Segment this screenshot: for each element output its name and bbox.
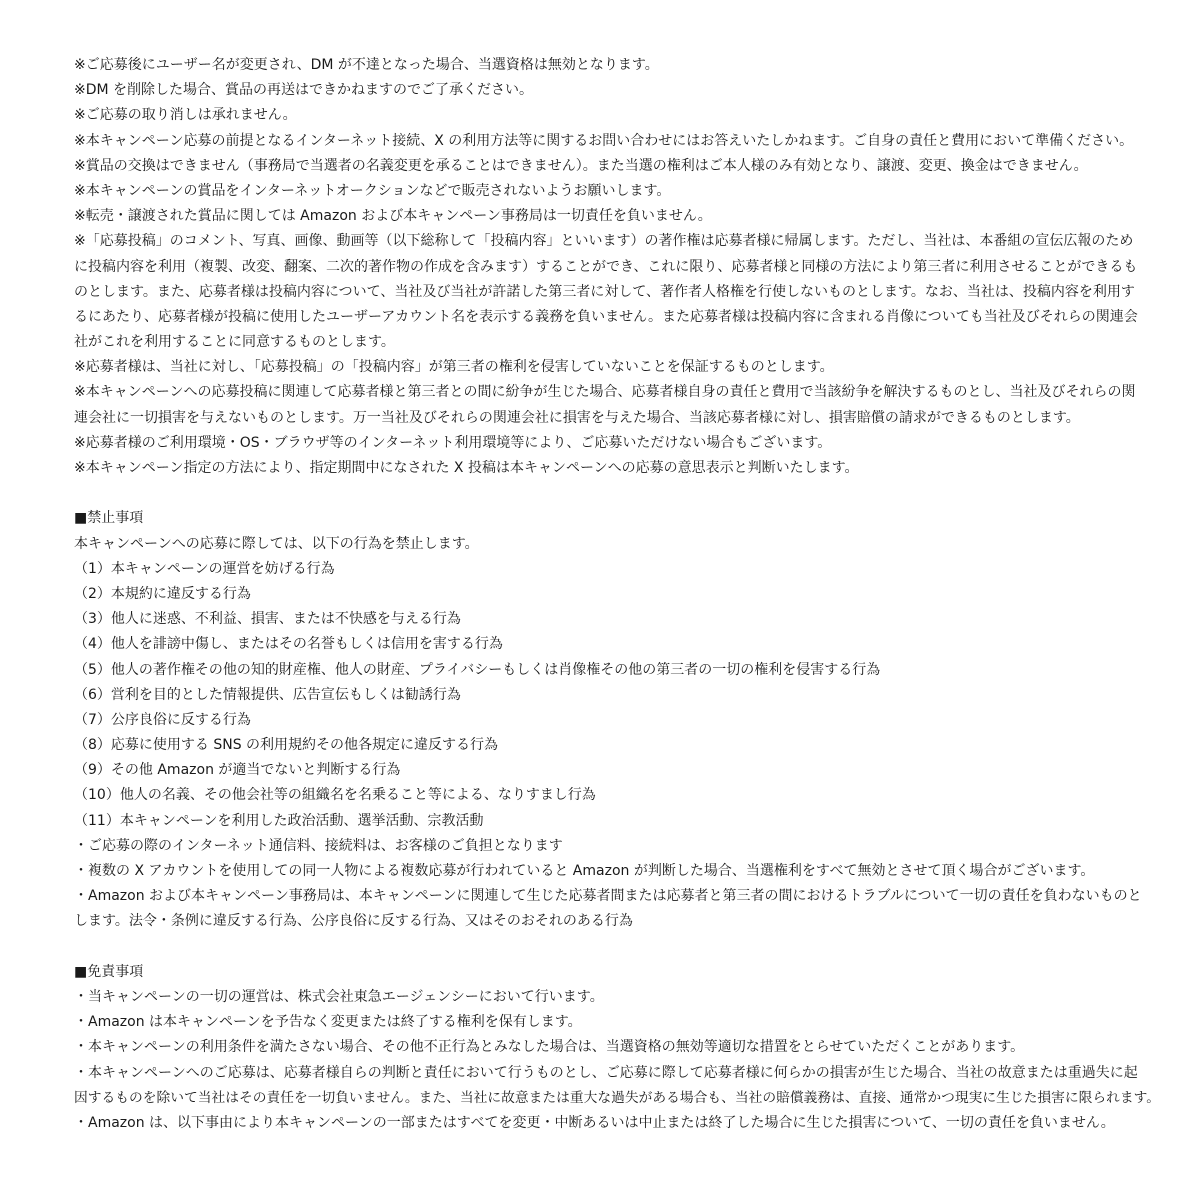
note-line: ※本キャンペーン指定の方法により、指定期間中になされた X 投稿は本キャンペーンへの応募の意思表示と判断いたします。 bbox=[74, 460, 859, 476]
note-line: ※「応募投稿」のコメント、写真、画像、動画等（以下総称して「投稿内容」といいます）の著作権は応募者様に帰属します。ただし、当社は、本番組の宣伝広報のため bbox=[74, 233, 1134, 250]
section-spacer bbox=[74, 935, 1166, 960]
note-line: ※応募者様のご利用環境・OS・ブラウザ等のインターネット利用環境等により、ご応募いただけない場合もございます。 bbox=[74, 434, 832, 451]
disclaimer-line: ・本キャンペーンの利用条件を満たさない場合、その他不正行為とみなした場合は、当選資格の無効等適切な措置をとらせていただくことがあります。 bbox=[74, 1039, 1025, 1056]
disclaimer-line: ・Amazon は、以下事由により本キャンペーンの一部またはすべてを変更・中断あるいは中止または終了した場合に生じた損害について、一切の責任を負いません。 bbox=[74, 1114, 1115, 1131]
prohibited-line: ・ご応募の際のインターネット通信料、接続料は、お客様のご負担となります bbox=[74, 837, 563, 854]
prohibited-line: （7）公序良俗に反する行為 bbox=[74, 711, 251, 728]
note-line: るにあたり、応募者様が投稿に使用したユーザーアカウント名を表示する義務を負いません。また応募者様は投稿内容に含まれる肖像についても当社及びそれらの関連会 bbox=[74, 308, 1138, 325]
prohibited-line: （6）営利を目的とした情報提供、広告宣伝もしくは勧誘行為 bbox=[74, 686, 461, 703]
prohibited-line: （3）他人に迷惑、不利益、損害、または不快感を与える行為 bbox=[74, 611, 461, 628]
prohibited-line: します。法令・条例に違反する行為、公序良俗に反する行為、又はそのおそれのある行為 bbox=[74, 913, 633, 930]
prohibited-line: ・複数の X アカウントを使用しての同一人物による複数応募が行われていると Amazon が判断した場合、当選権利をすべて無効とさせて頂く場合がございます。 bbox=[74, 863, 1095, 879]
prohibited-line: （1）本キャンペーンの運営を妨げる行為 bbox=[74, 560, 335, 577]
prohibited-line: 本キャンペーンへの応募に際しては、以下の行為を禁止します。 bbox=[74, 535, 479, 552]
note-line: ※DM を削除した場合、賞品の再送はできかねますのでご了承ください。 bbox=[74, 82, 534, 99]
note-line: ※転売・譲渡された賞品に関しては Amazon および本キャンペーン事務局は一切責任を負いません。 bbox=[74, 208, 712, 225]
note-line: 社がこれを利用することに同意するものとします。 bbox=[74, 334, 395, 351]
note-line: のとします。また、応募者様は投稿内容について、当社及び当社が許諾した第三者に対して、著作者人格権を行使しないものとします。なお、当社は、投稿内容を利用す bbox=[74, 283, 1135, 300]
disclaimer-line: ・本キャンペーンへのご応募は、応募者様自らの判断と責任において行うものとし、ご応募に際して応募者様に何らかの損害が生じた場合、当社の故意または重過失に起 bbox=[74, 1064, 1138, 1081]
disclaimer-section bbox=[74, 960, 1166, 1136]
note-line: ※本キャンペーンへの応募投稿に関連して応募者様と第三者との間に紛争が生じた場合、応募者様自身の責任と費用で当該紛争を解決するものとし、当社及びそれらの関 bbox=[74, 384, 1136, 401]
note-line: に投稿内容を利用（複製、改変、翻案、二次的著作物の作成を含みます）することができ、これに限り、応募者様と同様の方法により第三者に利用させることができるも bbox=[74, 258, 1138, 275]
prohibited-line: （8）応募に使用する SNS の利用規約その他各規定に違反する行為 bbox=[74, 737, 499, 754]
prohibited-line: ・Amazon および本キャンペーン事務局は、本キャンペーンに関連して生じた応募者間または応募者と第三者の間におけるトラブルについて一切の責任を負わないものと bbox=[74, 888, 1142, 905]
disclaimer-line: ・当キャンペーンの一切の運営は、株式会社東急エージェンシーにおいて行います。 bbox=[74, 988, 604, 1005]
prohibited-heading: ■禁止事項 bbox=[74, 510, 144, 527]
note-line: ※賞品の交換はできません（事務局で当選者の名義変更を承ることはできません）。また当選の権利はご本人様のみ有効となり、譲渡、変更、換金はできません。 bbox=[74, 157, 1088, 174]
prohibited-line: （9）その他 Amazon が適当でないと判断する行為 bbox=[74, 762, 401, 779]
disclaimer-line: 因するものを除いて当社はその責任を一切負いません。また、当社に故意または重大な過失がある場合も、当社の賠償義務は、直接、通常かつ現実に生じた損害に限られます。 bbox=[74, 1089, 1160, 1106]
notes-section bbox=[74, 53, 1166, 481]
note-line: ※ご応募後にユーザー名が変更され、DM が不達となった場合、当選資格は無効となります。 bbox=[74, 57, 659, 73]
note-line: ※本キャンペーン応募の前提となるインターネット接続、X の利用方法等に関するお問い合わせにはお答えいたしかねます。ご自身の責任と費用において準備ください。 bbox=[74, 132, 1134, 149]
disclaimer-heading: ■免責事項 bbox=[74, 963, 144, 980]
note-line: ※本キャンペーンの賞品をインターネットオークションなどで販売されないようお願いします。 bbox=[74, 182, 671, 199]
prohibited-line: （5）他人の著作権その他の知的財産権、他人の財産、プライバシーもしくは肖像権その他の第三者の一切の権利を侵害する行為 bbox=[74, 661, 881, 678]
note-line: ※ご応募の取り消しは承れません。 bbox=[74, 107, 297, 124]
prohibited-line: （11）本キャンペーンを利用した政治活動、選挙活動、宗教活動 bbox=[74, 812, 484, 829]
terms-document bbox=[74, 53, 1166, 1136]
disclaimer-line: ・Amazon は本キャンペーンを予告なく変更または終了する権利を保有します。 bbox=[74, 1014, 582, 1031]
prohibited-line: （2）本規約に違反する行為 bbox=[74, 585, 251, 602]
prohibited-section bbox=[74, 506, 1166, 934]
section-spacer bbox=[74, 481, 1166, 506]
note-line: ※応募者様は、当社に対し、「応募投稿」の「投稿内容」が第三者の権利を侵害していないことを保証するものとします。 bbox=[74, 359, 834, 376]
prohibited-line: （4）他人を誹謗中傷し、またはその名誉もしくは信用を害する行為 bbox=[74, 636, 503, 653]
prohibited-line: （10）他人の名義、その他会社等の組織名を名乗ること等による、なりすまし行為 bbox=[74, 787, 596, 804]
note-line: 連会社に一切損害を与えないものとします。万一当社及びそれらの関連会社に損害を与えた場合、当該応募者様に対し、損害賠償の請求ができるものとします。 bbox=[74, 409, 1080, 426]
